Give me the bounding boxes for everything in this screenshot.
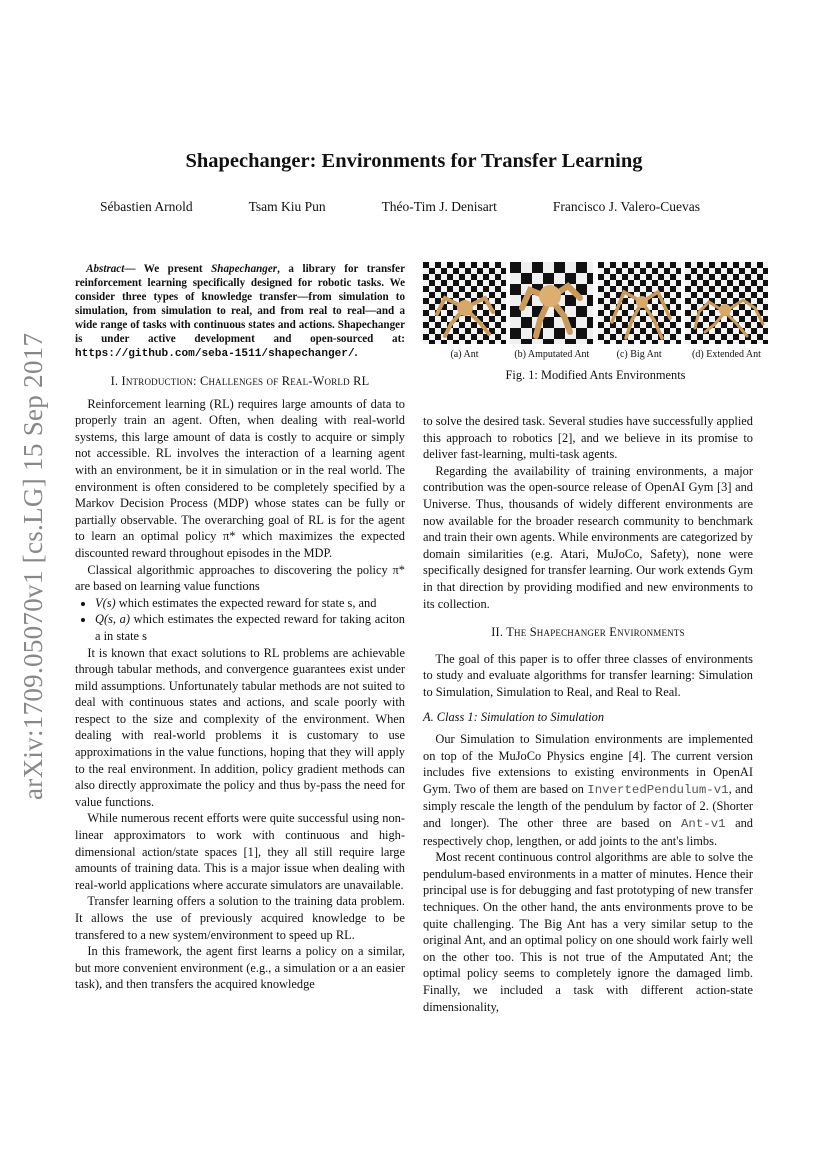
code-inline: InvertedPendulum-v1 [587,782,729,797]
abstract-lead: Abstract [86,263,125,275]
big-ant-render-image [598,262,681,344]
code-inline: Ant-v1 [680,817,726,832]
paragraph: Classical algorithmic approaches to discovering the policy π* are based on learning value functions [75,562,405,594]
bullet-list [75,595,405,645]
paragraph: In this framework, the agent first learns a policy on a similar, but more convenient environment (e.g., a simulation or a an easier task), and then transfers the acquired knowledge [75,944,405,992]
paragraph: Transfer learning offers a solution to the training data problem. It allows the use of previously acquired knowledge to be transfered to a new system/environment to speed up RL. [75,894,405,942]
section-heading: II. The Shapechanger Environments [491,625,685,640]
subcaption: (b) Amputated Ant [514,349,590,360]
figure-panel-big-ant [598,262,681,360]
author-name: Sébastien Arnold [100,199,193,214]
author-list [100,199,700,215]
author-name: Tsam Kiu Pun [248,199,326,214]
author-name: Théo-Tim J. Denisart [381,199,497,214]
right-column [423,413,753,1015]
figure-panel-amputated-ant [510,262,593,360]
figure-caption: Fig. 1: Modified Ants Environments [505,368,686,382]
left-column [75,262,405,993]
repository-link[interactable]: https://github.com/seba-1511/shapechanger/ [75,348,355,360]
paragraph: Most recent continuous control algorithms are able to solve the pendulum-based environments in a matter of minutes. Hence their principal use is for debugging and fast prototyping of new transfer techniques. On the other hand, the ants environments prove to be quite challenging. The Big Ant has a very similar setup to the original Ant, and an optimal policy on one should work fairly well on the other too. This is not true of the Amputated Ant; the optimal policy seems to completely ignore the damaged limb. Finally, we included a task with different action-state dimensionality, [423,850,753,1014]
figure-panel-ant [423,262,506,360]
author-name: Francisco J. Valero-Cuevas [552,199,700,214]
subcaption: (c) Big Ant [616,349,662,360]
list-item: • Q(s, a) which estimates the expected reward for taking aciton a in state s [95,611,405,644]
ant-render-image [423,262,506,344]
list-item: • V(s) which estimates the expected reward for state s, and [95,595,405,612]
paragraph: Regarding the availability of training environments, a major contribution was the open-source release of OpenAI Gym [3] and Universe. Thus, thousands of widely different environments are now available for the broader research community to benchmark and train their own agents. While environments are categorized by domain similarities (e.g. Atari, MuJoCo, Safety), none were specifically designed for transfer learning. Our work extends Gym in that direction by providing modified and new environments to its collection. [423,463,753,611]
paragraph: to solve the desired task. Several studies have successfully applied this approach to robotics [2], and we believe in its promise to deliver fast-learning, multi-task agents. [423,414,753,462]
amputated-ant-render-image [510,262,593,344]
subcaption: (a) Ant [450,349,479,360]
paper-title: Shapechanger: Environments for Transfer Learning [185,150,643,172]
paragraph: Our Simulation to Simulation environments are implemented on top of the MuJoCo Physics engine [4]. The current version includes five extensions to existing environments in OpenAI Gym. Two of them are based on InvertedPendulum-v1, and simply rescale the length of the pendulum by factor of 2. (Shorter and longer). The other three are based on Ant-v1 and respectively chop, lengthen, or add joints to the ant's limbs. [423,732,753,848]
paragraph: While numerous recent efforts were quite successful using non-linear approximators to work with continuous and high-dimensional action/state spaces [1], they all still require large amounts of training data. This is a major issue when dealing with real-world applications where accurate simulators are unavailable. [75,811,405,892]
library-name: Shapechanger [211,263,278,275]
extended-ant-render-image [685,262,768,344]
figure-panel-extended-ant [685,262,768,360]
subsection-heading: A. Class 1: Simulation to Simulation [423,709,605,724]
paragraph: Reinforcement learning (RL) requires large amounts of data to properly train an agent. Often, when dealing with real-world systems, this large amount of data is costly to acquire or simply not accessible. RL involves the interaction of a learning agent with an environment, be it in simulation or in the real world. The environment is often considered to be completely specified by a Markov Decision Process (MDP) whose states can be fully or partially observable. The overarching goal of RL is for the agent to learn an optimal policy π* which maximizes the expected discounted reward throughout episodes in the MDP. [75,396,405,560]
abstract: Abstract— We present Shapechanger, a library for transfer reinforcement learning specifically designed for robotic tasks. We consider three types of knowledge transfer—from simulation to simulation, from simulation to real, and from real to real—and a wide range of tasks with continuous states and actions. Shapechanger is under active development and open-sourced at: https://github.com/seba-1511/shapechanger/. [75,263,405,360]
section-heading: I. Introduction: Challenges of Real-World RL [110,374,370,388]
paragraph: The goal of this paper is to offer three classes of environments to study and evaluate algorithms for transfer learning: Simulation to Simulation, Simulation to Real, and Real to Real. [423,651,753,699]
arxiv-identifier: arXiv:1709.05070v1 [cs.LG] 15 Sep 2017 [18,332,48,800]
paragraph: It is known that exact solutions to RL problems are achievable through tabular methods, and convergence guarantees exist under mild assumptions. Unfortunately tabular methods are not suited to deal with continuous states and actions, and scale poorly with respect to the size and complexity of the environment. When dealing with real-world problems it is customary to use approximations in the value functions, hoping that they will apply to the real environment. In addition, policy gradient methods can also directly approximate the policy and thus by-pass the need for value functions. [75,645,405,809]
subcaption: (d) Extended Ant [692,349,761,360]
figure-1 [423,262,768,383]
